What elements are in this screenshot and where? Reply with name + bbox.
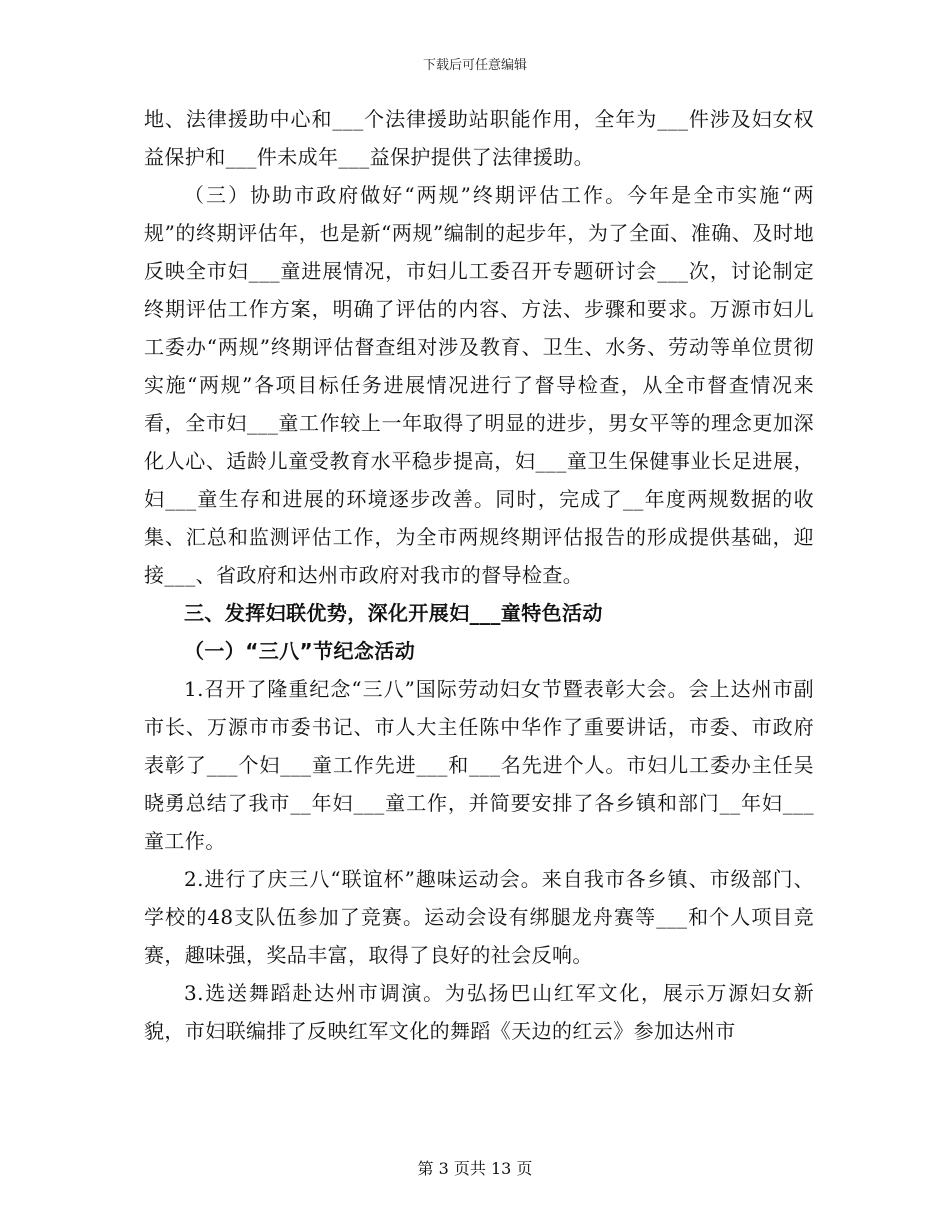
paragraph-item-3: 3.选送舞蹈赴达州市调演。为弘扬巴山红军文化，展示万源妇女新貌，市妇联编排了反映红军文化的舞蹈《天边的红云》参加达州市 [144,981,814,1043]
document-body [144,100,814,1050]
paragraph-item-1: 1.召开了隆重纪念“三八”国际劳动妇女节暨表彰大会。会上达州市副市长、万源市市委书记、市人大主任陈中华作了重要讲话，市委、市政府表彰了___个妇___童工作先进___和___名先进个人。市妇儿工委办主任吴晓勇总结了我市__年妇___童工作，并简要安排了各乡镇和部门__年妇___童工作。 [144,677,814,853]
page-header: 下载后可任意编辑 [422,58,527,73]
paragraph-two-plans-evaluation: （三）协助市政府做好“两规”终期评估工作。今年是全市实施“两规”的终期评估年，也是新“两规”编制的起步年，为了全面、准确、及时地反映全市妇___童进展情况，市妇儿工委召开专题研讨会___次，讨论制定终期评估工作方案，明确了评估的内容、方法、步骤和要求。万源市妇儿工委办“两规”终期评估督查组对涉及教育、卫生、水务、劳动等单位贯彻实施“两规”各项目标任务进展情况进行了督导检查，从全市督查情况来看，全市妇___童工作较上一年取得了明显的进步，男女平等的理念更加深化人心、适龄儿童受教育水平稳步提高，妇___童卫生保健事业长足进展，妇___童生存和进展的环境逐步改善。同时，完成了__年度两规数据的收集、汇总和监测评估工作，为全市两规终期评估报告的形成提供基础，迎接___、省政府和达州市政府对我市的督导检查。 [144,183,814,587]
section-heading: 三、发挥妇联优势，深化开展妇___童特色活动 [184,601,603,625]
paragraph-item-2: 2.进行了庆三八“联谊杯”趣味运动会。来自我市各乡镇、市级部门、学校的48支队伍参加了竞赛。运动会设有绑腿龙舟赛等___和个人项目竞赛，趣味强，奖品丰富，取得了良好的社会反响。 [144,867,814,967]
subsection-heading: （一）“三八”节纪念活动 [184,639,416,663]
paragraph-continuation: 地、法律援助中心和___个法律援助站职能作用，全年为___件涉及妇女权益保护和___件未成年___益保护提供了法律援助。 [144,107,814,169]
page-number: 第 3 页共 13 页 [417,1159,533,1178]
